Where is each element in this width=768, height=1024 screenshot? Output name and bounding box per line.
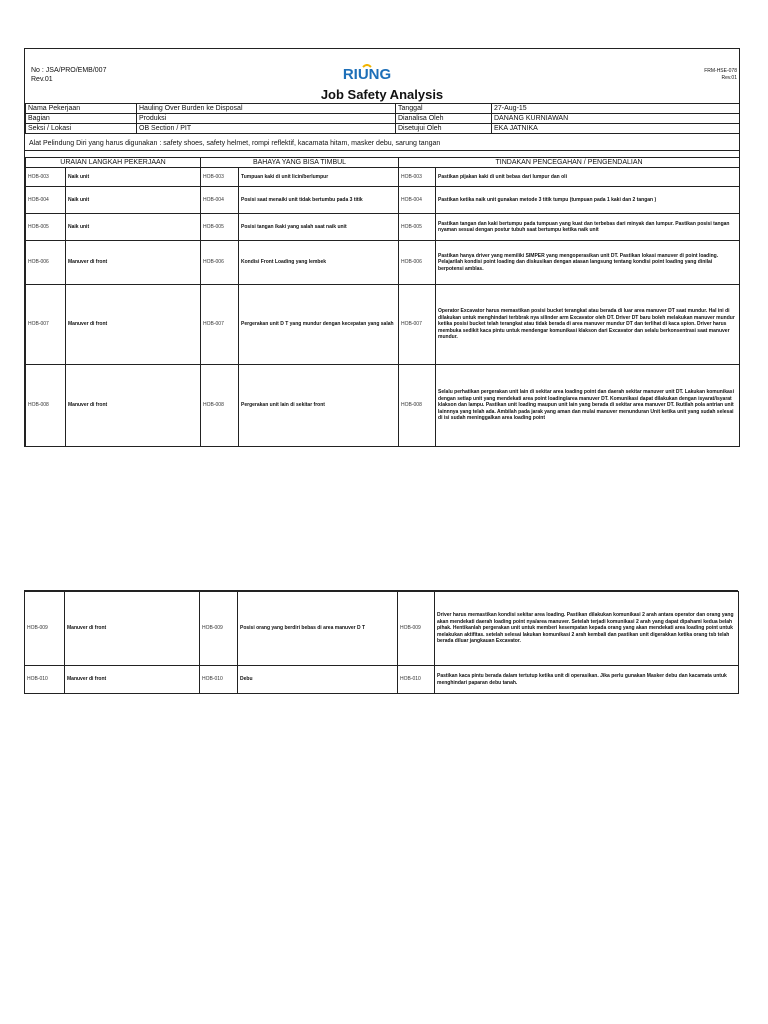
control-text: Pastikan pijakan kaki di unit bebas dari lumpur dan oli [436, 168, 740, 187]
form-number: FRM-HSE-078 [704, 68, 737, 74]
hazard-code: HOB-007 [201, 285, 239, 365]
job-info-table [25, 103, 740, 134]
hazard-code: HOB-010 [200, 666, 238, 694]
doc-number-block [31, 66, 106, 84]
hazard-text: Posisi saat menaiki unit tidak bertumbu pada 3 titik [239, 187, 399, 214]
step-code: HOB-004 [26, 187, 66, 214]
jsa-sheet-page-1 [24, 48, 740, 447]
jsa-steps-table-continued [24, 591, 739, 694]
step-text: Manuver di front [66, 241, 201, 285]
step-code: HOB-009 [25, 592, 65, 666]
step-code: HOB-007 [26, 285, 66, 365]
riung-logo [337, 64, 397, 84]
step-text: Manuver di front [66, 285, 201, 365]
hazard-text: Posisi tangan /kaki yang salah saat naik unit [239, 214, 399, 241]
bagian-value: Produksi [137, 114, 396, 124]
disetujui-value: EKA JATNIKA [492, 124, 740, 134]
nama-value: Hauling Over Burden ke Disposal [137, 104, 396, 114]
step-text: Manuver di front [65, 592, 200, 666]
hazard-text: Posisi orang yang berdiri bebas di area manuver D T [238, 592, 398, 666]
jsa-sheet-page-2 [24, 590, 738, 694]
table-row [26, 285, 740, 365]
control-text: Driver harus memastikan kondisi sekitar area loading. Pastikan dilakukan komunikasi 2 arah antara operator dan orang yang akan mendekati daerah loading point nya/area manuver. Setelah terjadi komunikasi 2 arah yang dapat dipahami kedua belah pihak. Hentikanlah pergerakan unit untuk memberi kesempatan kepada orang yang akan mendekati area loading point untuk melakukan aktifitas. setelah selesai lakukan komunikasi 2 arah kembali dan pastikan unit digerakkan ketika orang tsb telah berada diluar jangkauan Excavator. [435, 592, 739, 666]
step-code: HOB-006 [26, 241, 66, 285]
hazard-text: Tumpuan kaki di unit licin/berlumpur [239, 168, 399, 187]
tanggal-label: Tanggal [396, 104, 492, 114]
control-code: HOB-007 [399, 285, 436, 365]
page-title: Job Safety Analysis [320, 87, 444, 102]
control-code: HOB-009 [398, 592, 435, 666]
control-text: Selalu perhatikan pergerakan unit lain di sekitar area loading point dan daerah sekitar manuver unit DT. Lakukan komunikasi dengan setiap unit yang mendekati area point loading/area manuver DT. Komunikasi dapat dilakukan dengan isyarat/isyarat klakson dan lampu. Pastikan unit loading maupun unit lain yang berada di sekitar area manuver DT. Ikutilah pola antrian unit lainnnya yang telah ada. Ambilah pada jarak yang aman dan mulai manuver menunduran Unit ketika unit yang sudah selesai di isi sudah meninggalkan area loading point [436, 365, 740, 447]
step-text: Manuver di front [65, 666, 200, 694]
ppe-requirement: Alat Pelindung Diri yang harus digunakan : safety shoes, safety helmet, rompi reflektif, kacamata hitam, masker debu, sarung tangan [25, 139, 739, 151]
step-code: HOB-010 [25, 666, 65, 694]
table-row [26, 168, 740, 187]
step-text: Naik unit [66, 187, 201, 214]
control-text: Pastikan ketika naik unit gunakan metode 3 titik tumpu (tumpuan pada 1 kaki dan 2 tangan ) [436, 187, 740, 214]
col-tindakan: TINDAKAN PENCEGAHAN / PENGENDALIAN [399, 158, 740, 168]
hazard-text: Debu [238, 666, 398, 694]
dianalisa-label: Dianalisa Oleh [396, 114, 492, 124]
step-code: HOB-003 [26, 168, 66, 187]
form-revision: Rev.01 [721, 75, 737, 81]
hazard-code: HOB-008 [201, 365, 239, 447]
col-uraian: URAIAN LANGKAH PEKERJAAN [26, 158, 201, 168]
control-code: HOB-005 [399, 214, 436, 241]
hazard-code: HOB-005 [201, 214, 239, 241]
hazard-text: Pergerakan unit D T yang mundur dengan kecepatan yang salah [239, 285, 399, 365]
table-row [26, 241, 740, 285]
control-code: HOB-008 [399, 365, 436, 447]
table-row [26, 365, 740, 447]
table-row [25, 666, 739, 694]
control-code: HOB-010 [398, 666, 435, 694]
table-row [26, 214, 740, 241]
hazard-text: Kondisi Front Loading yang lembek [239, 241, 399, 285]
control-code: HOB-003 [399, 168, 436, 187]
nama-label: Nama Pekerjaan [26, 104, 137, 114]
doc-number: No : JSA/PRO/EMB/007 [31, 67, 107, 74]
step-text: Naik unit [66, 214, 201, 241]
disetujui-label: Disetujui Oleh [396, 124, 492, 134]
control-code: HOB-006 [399, 241, 436, 285]
hazard-text: Pergerakan unit lain di sekitar front [239, 365, 399, 447]
control-code: HOB-004 [399, 187, 436, 214]
control-text: Operator Excavator harus memastikan posisi bucket terangkat atau berada di luar area manuver DT saat mundur. Hal ini di dilakukan untuk menghindari terbbrak nya silinder arm Excavator oleh DT. Driver DT baru boleh melakukan manuver mundur ketika posisi bucket telah terangkat atau tidak berada di area manuver mundur DT dan terlihat di kaca spion. Driver harus membuka sedikit kaca pintu untuk mendengar komunikasi klakson dari Excavator dan selalu berkonsentrasi saat manuver mundur. [436, 285, 740, 365]
col-bahaya: BAHAYA YANG BISA TIMBUL [201, 158, 399, 168]
table-row [25, 592, 739, 666]
control-text: Pastikan tangan dan kaki bertumpu pada tumpuan yang kuat dan terbebas dari minyak dan lumpur. Pastikan posisi tangan nyaman sesuai dengan postur tubuh saat bertumpu ketika naik unit [436, 214, 740, 241]
seksi-label: Seksi / Lokasi [26, 124, 137, 134]
jsa-steps-table [25, 157, 740, 447]
hazard-code: HOB-003 [201, 168, 239, 187]
step-text: Naik unit [66, 168, 201, 187]
bagian-label: Bagian [26, 114, 137, 124]
dianalisa-value: DANANG KURNIAWAN [492, 114, 740, 124]
step-code: HOB-005 [26, 214, 66, 241]
step-code: HOB-008 [26, 365, 66, 447]
hazard-code: HOB-009 [200, 592, 238, 666]
table-row [26, 187, 740, 214]
logo-text: RIUNG [342, 66, 392, 83]
seksi-value: OB Section / PIT [137, 124, 396, 134]
control-text: Pastikan hanya driver yang memiliki SIMPER yang mengoperasikan unit DT. Pastikan lokasi manuver di point loading. Pelajarilah kondisi point loading dan diskusikan dengan atasan langsung tentang kondisi point loading yang dinilai berpotensi amblas. [436, 241, 740, 285]
hazard-code: HOB-004 [201, 187, 239, 214]
form-number-block [704, 68, 737, 82]
control-text: Pastikan kaca pintu berada dalam tertutup ketika unit di operasikan. Jika perlu gunakan Masker debu dan kacamata untuk menghindari paparan debu tanah. [435, 666, 739, 694]
hazard-code: HOB-006 [201, 241, 239, 285]
tanggal-value: 27-Aug-15 [492, 104, 740, 114]
doc-revision: Rev.01 [31, 76, 53, 83]
step-text: Manuver di front [66, 365, 201, 447]
